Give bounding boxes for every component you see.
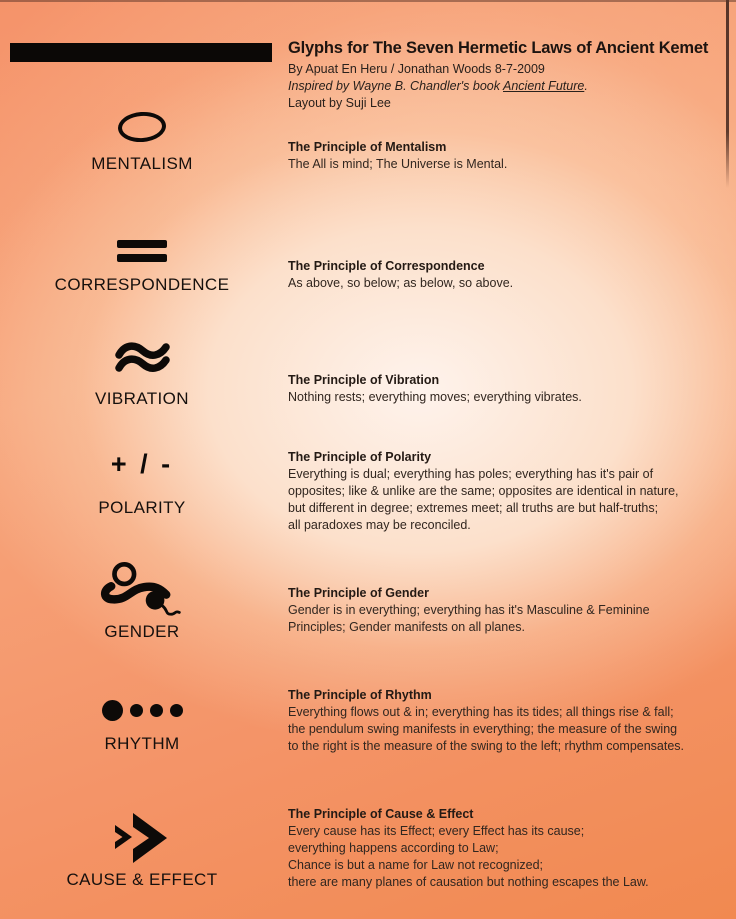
principle-label: MENTALISM bbox=[91, 154, 193, 173]
equals-icon bbox=[117, 240, 167, 262]
inspiration-text: Inspired by Wayne B. Chandler's book bbox=[288, 79, 504, 93]
circle-serpent-icon bbox=[97, 562, 187, 618]
text-cell-mentalism bbox=[288, 139, 736, 173]
principle-heading: The Principle of Gender bbox=[288, 586, 429, 600]
glyph-cell-gender bbox=[34, 562, 250, 642]
inspiration-period: . bbox=[584, 79, 588, 93]
principle-label: RHYTHM bbox=[104, 734, 180, 753]
title-bar-rule bbox=[10, 43, 272, 62]
principle-heading: The Principle of Polarity bbox=[288, 450, 432, 464]
glyph-cell-vibration bbox=[34, 340, 250, 409]
principle-heading: The Principle of Rhythm bbox=[288, 688, 432, 702]
principle-body: The All is mind; The Universe is Mental. bbox=[288, 157, 508, 171]
book-title: Ancient Future bbox=[503, 79, 585, 93]
top-edge-line bbox=[0, 0, 736, 2]
text-cell-polarity bbox=[288, 449, 736, 534]
glyph-cell-polarity bbox=[34, 448, 250, 518]
four-dots-icon bbox=[102, 700, 183, 721]
layout-credit: Layout by Suji Lee bbox=[288, 96, 391, 110]
text-cell-vibration bbox=[288, 372, 736, 406]
plus-slash-minus-icon: + / - bbox=[110, 449, 174, 479]
principle-label: GENDER bbox=[104, 622, 180, 641]
glyph-cell-rhythm bbox=[34, 700, 250, 754]
principle-heading: The Principle of Correspondence bbox=[288, 259, 485, 273]
byline: By Apuat En Heru / Jonathan Woods 8-7-2009 bbox=[288, 62, 545, 76]
principle-body: Every cause has its Effect; every Effect has its cause; everything happens according to Law; Chance is but a name for Law not recognized; there are many planes of causation but nothing escapes the Law. bbox=[288, 824, 649, 889]
principle-body: Nothing rests; everything moves; everything vibrates. bbox=[288, 390, 582, 404]
principle-body: Everything flows out & in; everything has its tides; all things rise & fall; the pendulum swing manifests in everything; the measure of the swing to the right is the measure of the swing to the left; rhythm compensates. bbox=[288, 705, 685, 753]
ellipse-icon bbox=[117, 110, 167, 143]
principle-heading: The Principle of Cause & Effect bbox=[288, 807, 474, 821]
text-cell-cause-effect bbox=[288, 806, 736, 891]
glyph-cell-correspondence bbox=[34, 240, 250, 295]
double-chevron-icon bbox=[115, 812, 169, 864]
double-wave-icon bbox=[114, 340, 170, 376]
inspiration-credit bbox=[288, 79, 588, 93]
principle-label: VIBRATION bbox=[95, 389, 189, 408]
principle-label: CAUSE & EFFECT bbox=[66, 870, 218, 889]
text-cell-rhythm bbox=[288, 687, 736, 755]
dot-small bbox=[130, 704, 143, 717]
text-cell-correspondence bbox=[288, 258, 736, 292]
principle-label: POLARITY bbox=[98, 498, 186, 517]
glyph-cell-mentalism bbox=[34, 112, 250, 174]
equals-bar-bottom bbox=[117, 254, 167, 262]
glyph-cell-cause-effect bbox=[34, 812, 250, 890]
page-title: Glyphs for The Seven Hermetic Laws of Ancient Kemet bbox=[288, 39, 709, 57]
principle-body: Gender is in everything; everything has it's Masculine & Feminine Principles; Gender manifests on all planes. bbox=[288, 603, 650, 634]
dot-large bbox=[102, 700, 123, 721]
dot-small bbox=[150, 704, 163, 717]
principle-body: As above, so below; as below, so above. bbox=[288, 276, 514, 290]
dot-small bbox=[170, 704, 183, 717]
principle-label: CORRESPONDENCE bbox=[54, 275, 230, 294]
principle-body: Everything is dual; everything has poles; everything has it's pair of opposites; like & unlike are the same; opposites are identical in nature, but different in degree; extremes meet; all truths are but half-truths; all paradoxes may be reconciled. bbox=[288, 467, 679, 532]
principle-heading: The Principle of Mentalism bbox=[288, 140, 447, 154]
principle-heading: The Principle of Vibration bbox=[288, 373, 440, 387]
equals-bar-top bbox=[117, 240, 167, 248]
text-cell-gender bbox=[288, 585, 736, 636]
